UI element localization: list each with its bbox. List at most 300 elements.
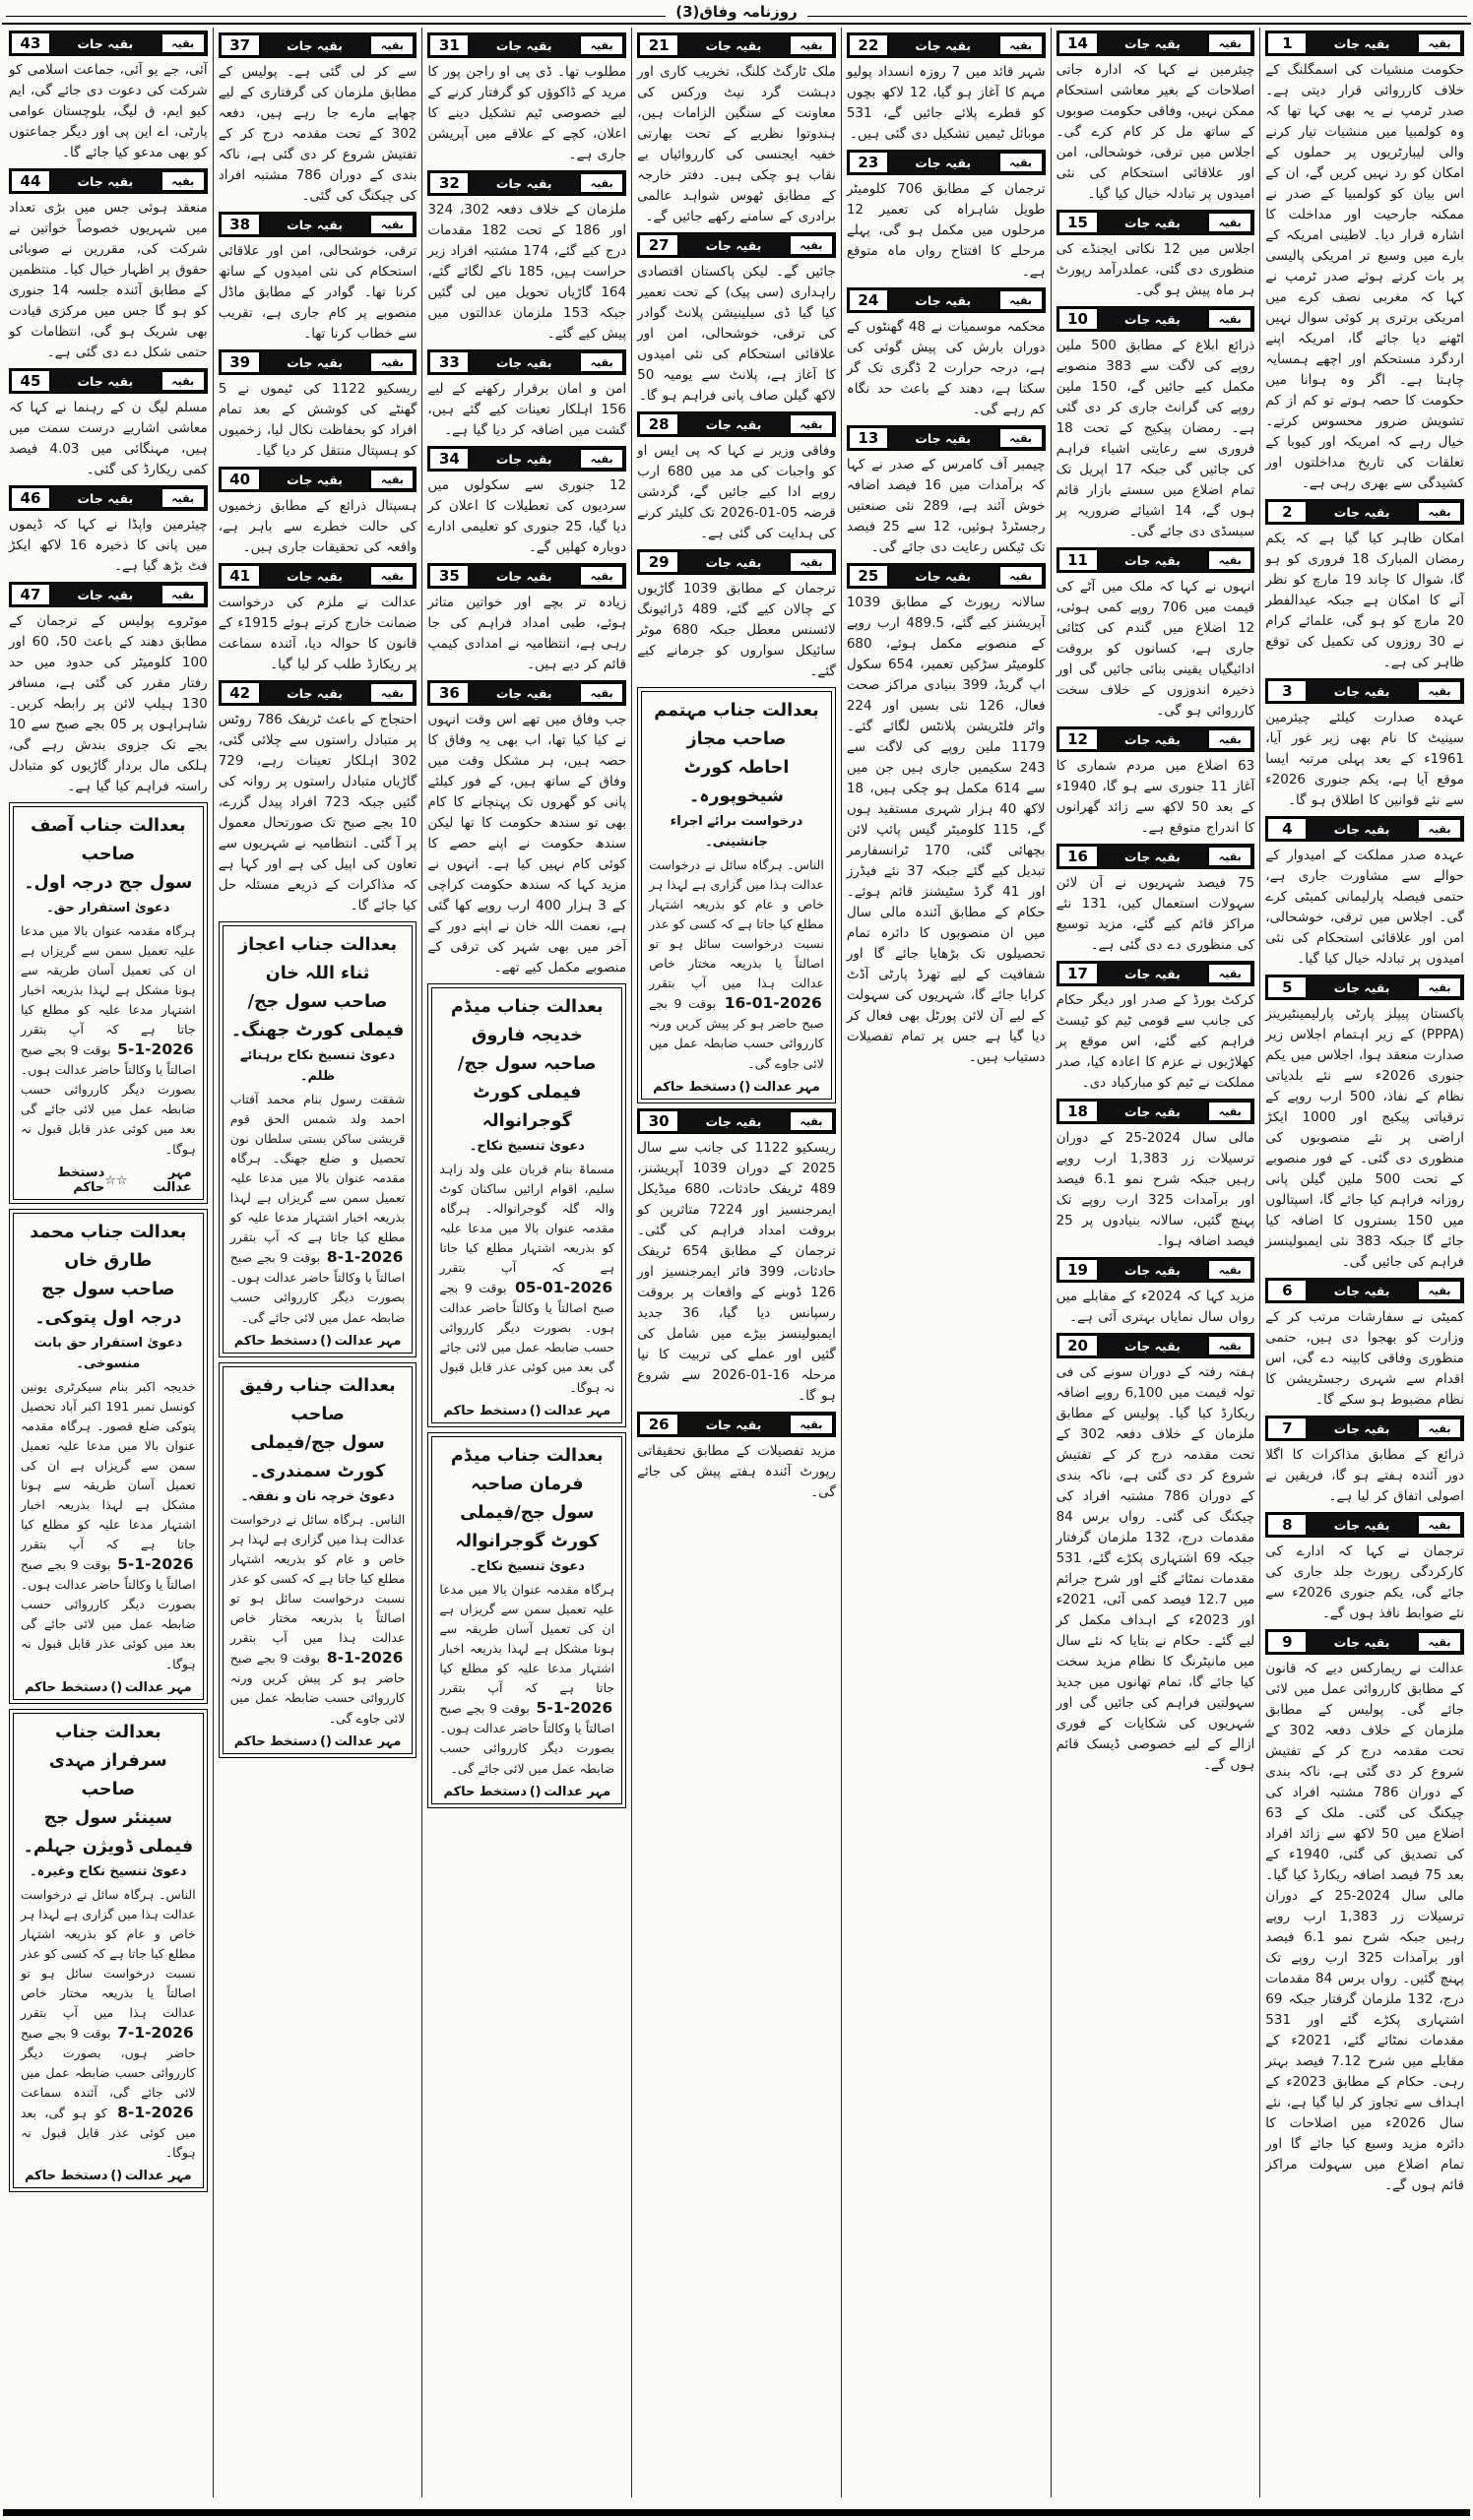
judge-signature-label: دستخط حاکم — [24, 2169, 108, 2183]
continuation-text: عہدہ صدارت کیلئے چیئرمین سینیٹ کا نام بھی زیر غور آیا، 1961ء کے بعد پہلی مرتبہ ایسا موقع آیا ہے، یکم جنوری 2026ء سے نئے قوانین کا اطلاق ہو گا۔ — [1265, 710, 1464, 808]
notice-body-start: ہرگاہ مقدمہ عنوان بالا میں مدعا علیہ تعمیل سمن سے گریزاں ہے ان کی تعمیل آسان طریقہ سے ہونا مشکل ہے لہذا بذریعہ اخبار اشتہار مدعا علیہ کو مطلع کیا جاتا ہے کہ آپ بتقرر — [439, 1582, 615, 1695]
notice-body-start: الناس۔ ہرگاہ سائل نے درخواست عدالت ہذا میں گزاری ہے لہذا ہر خاص و عام کو بذریعہ اشتہار مطلع کیا جاتا ہے کہ کسی کو عذر نسبت درخواست سائل ہو تو اصالتاً یا بذریعہ مختار خاص عدالت ہذا میں آپ بتقرر — [649, 857, 824, 990]
continuation-item — [1057, 961, 1255, 1094]
continuation-text: ریسکیو 1122 کی جانب سے سال 2025 کے دوران 1039 آپریشنز، 489 ٹریفک حادثات، 680 میڈیکل ایمرجنسیز اور 7224 متاثرین کو بروقت امداد فراہم کی گئی۔ ترجمان کے مطابق 654 ٹریفک حادثات، 399 فائر ایمرجنسیز اور 126 ڈوبنے کے واقعات پر بروقت رسپانس دیا گیا، 36 جدید ایمبولینسز بیڑے میں شامل کی گئیں اور عملے کی تربیت کا نیا مرحلہ 16-01-2026 سے شروع ہو گا۔ — [637, 1140, 836, 1404]
continuation-header — [9, 485, 208, 511]
continuation-item — [427, 563, 626, 675]
continuation-number: 29 — [638, 550, 679, 574]
court-notice — [427, 1432, 626, 1808]
continuation-text: چیمبر آف کامرس کے صدر نے کہا کہ برآمدات میں 16 فیصد اضافہ خوش آئند ہے، 289 نئی صنعتیں رجسٹرڈ ہوئیں، 12 سے 25 فیصد تک ٹیکس رعایت دی جائے گی۔ — [846, 457, 1046, 555]
continuation-category-bar: بقیہ جات — [705, 416, 762, 432]
continuation-number: 21 — [638, 33, 679, 57]
continuation-tag-box: بقیہ — [579, 448, 624, 470]
continuation-header — [847, 150, 1046, 175]
continuation-header — [637, 411, 836, 437]
continuation-tag-box: بقیہ — [789, 413, 834, 435]
continuation-header — [1265, 1416, 1464, 1441]
news-column — [632, 28, 842, 2497]
hearing-date: 5-1-2026 — [117, 1040, 194, 1058]
continuation-header — [219, 467, 417, 492]
court-notice — [219, 1362, 417, 1758]
court-title-line: سول جج/فیملی کورٹ سمندری۔ — [249, 1433, 386, 1481]
continuation-header — [847, 32, 1046, 58]
news-column — [1260, 28, 1469, 2497]
hearing-date: 8-1-2026 — [326, 1649, 404, 1667]
court-notice — [219, 921, 417, 1357]
continuation-category-bar: بقیہ جات — [1333, 1517, 1390, 1533]
continuation-number: 26 — [638, 1413, 679, 1436]
continuation-category-bar: بقیہ جات — [287, 568, 343, 584]
continuation-category-bar: بقیہ جات — [77, 373, 134, 389]
continuation-item — [219, 212, 417, 345]
court-notice-inner — [223, 1366, 414, 1754]
judge-signature-label: دستخط حاکم — [24, 1680, 108, 1695]
notice-signature-row — [649, 1078, 824, 1095]
continuation-header — [1265, 678, 1464, 704]
seal-mark: () — [529, 1404, 542, 1418]
court-notice-inner — [431, 1436, 622, 1804]
continuation-header — [1057, 1333, 1255, 1358]
court-seal-label: مہر عدالت — [753, 1080, 820, 1095]
continuation-header — [427, 680, 626, 706]
hearing-date-2: 8-1-2026 — [117, 2104, 194, 2121]
continuation-item — [637, 411, 836, 544]
continuation-number: 10 — [1057, 307, 1099, 331]
continuation-text: مطلوب تھا۔ ڈی پی او راجن پور کا مرید کے ڈاکوؤں کو گرفتار کرنے کے لیے خصوصی ٹیم تشکیل دینے کا اعلان، کچے کے علاقے میں آپریشن جاری ہے۔ — [427, 64, 627, 162]
continuation-number: 5 — [1266, 976, 1308, 999]
notice-body-end: بوقت 9 بجے صبح حاضر ہوں، بصورت دیگر کارروائی حسب ضابطہ عمل میں لائی جائے گی، آئندہ سماعت — [20, 2026, 196, 2100]
continuation-text: ترجمان کے مطابق 706 کلومیٹر طویل شاہراہ کی تعمیر 12 مرحلوں میں مکمل ہو گی، پہلے مرحلے کا افتتاح رواں ماہ متوقع ہے۔ — [846, 181, 1046, 280]
continuation-category-bar: بقیہ جات — [915, 37, 972, 53]
continuation-tag-box: بقیہ — [1417, 1418, 1462, 1439]
continuation-category-bar: بقیہ جات — [1333, 979, 1390, 995]
continuation-number: 34 — [428, 447, 470, 471]
continuation-text: عہدہ صدر مملکت کے امیدوار کے حوالے سے مشاورت جاری ہے، حتمی فیصلہ پارلیمانی کمیٹی کرے گی۔ اجلاس میں ترقی، خوشحالی، امن اور علاقائی استحکام کی نئی امیدوں پر تبادلہ خیال کیا گیا۔ — [1265, 848, 1464, 967]
notice-body — [21, 1377, 196, 1674]
continuation-item — [1057, 31, 1255, 205]
continuation-number: 35 — [428, 564, 470, 588]
continuation-header — [637, 32, 836, 58]
continuation-tag-box: بقیہ — [789, 34, 834, 56]
continuation-category-bar: بقیہ جات — [1124, 731, 1181, 747]
hearing-date: 7-1-2026 — [117, 2024, 194, 2042]
continuation-number: 12 — [1057, 727, 1099, 751]
continuation-number: 47 — [10, 583, 51, 606]
continuation-tag-box: بقیہ — [160, 487, 206, 509]
continuation-category-bar: بقیہ جات — [705, 37, 762, 53]
notice-body-start: الناس۔ ہرگاہ سائل نے درخواست عدالت ہذا میں گزاری ہے لہذا ہر خاص و عام کو بذریعہ اشتہار مطلع کیا جاتا ہے کہ کسی کو عذر نسبت درخواست سائل ہو تو اصالتاً یا بذریعہ مختار خاص عدالت ہذا میں آپ بتقرر — [229, 1512, 406, 1645]
continuation-category-bar: بقیہ جات — [1124, 966, 1181, 981]
notice-body-end: بوقت 9 بجے صبح اصالتاً یا وکالتاً حاضر عدالت ہوں۔ بصورت دیگر کارروائی حسب ضابطہ عمل میں لائی جائے گی۔ — [229, 1250, 406, 1325]
continuation-header — [219, 680, 417, 706]
notice-body-end: بوقت 9 بجے صبح اصالتاً یا وکالتاً حاضر عدالت ہوں۔ بصورت دیگر کارروائی حسب ضابطہ عمل میں لائی جائے گی بعد میں کوئی عذر قابل قبول نہ ہوگا۔ — [20, 1557, 196, 1671]
continuation-number: 11 — [1057, 548, 1099, 572]
continuation-tag-box: بقیہ — [579, 565, 624, 587]
continuation-header — [219, 349, 417, 375]
news-column — [422, 28, 632, 2497]
court-name-line: بعدالت جناب اعجاز ثناء اللہ خان — [238, 935, 398, 983]
continuation-header — [1265, 499, 1464, 525]
continuation-item — [637, 232, 836, 407]
continuation-category-bar: بقیہ جات — [77, 490, 134, 506]
continuation-category-bar: بقیہ جات — [77, 35, 134, 51]
continuation-text: ہفتہ رفتہ کے دوران سونے کی فی تولہ قیمت میں 6,100 روپے اضافہ ریکارڈ کیا گیا۔ پولیس کے مطابق ملزمان کے خلاف دفعہ 302 کے تحت مقدمہ درج کر کے تفتیش شروع کر دی گئی ہے، ناکہ بندی کے دوران 786 مشتبہ افراد کی چیکنگ کی گئی۔ رواں برس 84 مقدمات درج، 132 ملزمان گرفتار جبکہ 69 اشتہاری پکڑے گئے، 531 مقدمات نمٹائے گئے اور شرح جرائم میں 12.7 فیصد کمی آئی، 2021ء اور 2023ء کے اہداف مکمل کر لیے گئے۔ حکام نے بتایا کہ نئے سال میں مانیٹرنگ کا نظام مزید سخت کیا جائے گا، تمام تھانوں میں جدید سہولتیں فراہم کی جائیں گی اور شہریوں کی شکایات کے فوری ازالے کے لیے خصوصی ڈیسک قائم ہوں گے۔ — [1056, 1364, 1255, 1773]
notice-body — [439, 1580, 614, 1779]
continuation-text: ذرائع کے مطابق مذاکرات کا اگلا دور آئندہ ہفتے ہو گا، فریقین نے اصولی اتفاق کر لیا ہے۔ — [1265, 1447, 1464, 1504]
court-seal-label: مہر عدالت — [124, 1680, 192, 1695]
hearing-date: 8-1-2026 — [326, 1248, 404, 1266]
continuation-category-bar: بقیہ جات — [1124, 1103, 1181, 1119]
continuation-header — [847, 425, 1046, 451]
continuation-number: 8 — [1266, 1513, 1308, 1537]
continuation-category-bar: بقیہ جات — [495, 175, 552, 191]
continuation-text: آئی، جے یو آئی، جماعت اسلامی کو شرکت کی دعوت دی جائے گی، ایم کیو ایم، ق لیگ، بلوچستان عوامی پارٹی، اے این پی اور دیگر جماعتوں کو بھی مدعو کیا جائے گا۔ — [8, 62, 208, 160]
continuation-header — [427, 446, 626, 472]
continuation-header — [427, 349, 626, 375]
continuation-tag-box: بقیہ — [160, 370, 206, 392]
continuation-category-bar: بقیہ جات — [1333, 1420, 1390, 1436]
continuation-category-bar: بقیہ جات — [705, 1113, 762, 1129]
continuation-category-bar: بقیہ جات — [495, 685, 552, 701]
continuation-number: 22 — [848, 33, 889, 57]
page-bottom-rule — [3, 2509, 1470, 2516]
continuation-number: 42 — [220, 681, 261, 705]
continuation-tag-box: بقیہ — [1207, 549, 1252, 571]
continuation-tag-box: بقیہ — [1417, 818, 1462, 840]
continuation-category-bar: بقیہ جات — [705, 1417, 762, 1432]
court-title-line: سول جج درجہ اول۔ — [24, 873, 193, 893]
hearing-date: 16-01-2026 — [724, 994, 822, 1012]
court-notice-inner — [13, 1713, 204, 2188]
court-title-line: صاحبہ سول جج/فیملی کورٹ گوجرانوالہ — [457, 1054, 597, 1131]
notice-body-end: بوقت 9 بجے صبح حاضر ہو کر پیش کریں ورنہ کارروائی حسب ضابطہ عمل میں لائی جاوے گی۔ — [649, 996, 824, 1071]
continuation-item — [219, 32, 417, 207]
continuation-text: 63 اضلاع میں مردم شماری کا آغاز 11 جنوری سے ہو گا، 1940ء کے بعد 50 لاکھ سے زائد گھرانوں کا اندراج متوقع ہے۔ — [1056, 758, 1255, 836]
continuation-item — [219, 563, 417, 675]
continuation-text: جب وفاق میں تھے اس وقت انہوں نے کیا کیا تھا، اب بھی یہ وفاق کا حصہ ہیں، ہر مشکل وقت میں وفاق کے ساتھ ہیں، کے فور کیلئے پانی کو گھروں تک پہنچانے کا کام بھی تو سندھ حکومت کا تھا لیکن سندھ حکومت نے اپنے حصے کا کوئی کام نہیں کیا ہے۔ انہوں نے مزید کہا کہ سندھ حکومت کراچی کے 3 ہزار 400 ارب روپے کھا گئی ہے، نعمت اللہ خان نے اپنے دور کے آخر میں بھی شہر کی ترقی کے منصوبے مکمل کیے تھے۔ — [427, 712, 627, 976]
continuation-header — [1057, 726, 1255, 752]
continuation-item — [1057, 726, 1255, 839]
continuation-item — [1057, 547, 1255, 722]
court-name-line: بعدالت جناب میڈم فرمان صاحبہ — [450, 1446, 604, 1494]
continuation-category-bar: بقیہ جات — [77, 173, 134, 189]
continuation-header — [427, 563, 626, 589]
continuation-header — [637, 549, 836, 575]
suit-title: دعویٰ تنسیخ نکاح وغیرہ۔ — [30, 1864, 187, 1879]
notice-body-start: ہرگاہ مقدمہ عنوان بالا میں مدعا علیہ تعمیل سمن سے گریزاں ہے ان کی تعمیل آسان طریقہ سے ہونا مشکل ہے لہذا بذریعہ اخبار اشتہار مدعا علیہ کو مطلع کیا جاتا ہے کہ آپ بتقرر — [20, 923, 196, 1037]
notice-body-end: بوقت 9 بجے صبح حاضر ہو کر پیش کریں ورنہ کارروائی حسب ضابطہ عمل میں لائی جاوے گی۔ — [229, 1651, 406, 1726]
court-notice — [427, 983, 626, 1427]
seal-mark: () — [110, 2169, 123, 2183]
continuation-category-bar: بقیہ جات — [915, 292, 972, 308]
continuation-number: 46 — [10, 486, 51, 510]
continuation-text: عدالت نے ملزم کی درخواست ضمانت خارج کرتے ہوئے 1915ء کے قانون کا حوالہ دیا، آئندہ سماعت پر ریکارڈ طلب کر لیا گیا۔ — [218, 595, 417, 672]
continuation-text: جائیں گے۔ لیکن پاکستان اقتصادی راہداری (سی پیک) کے تحت تعمیر کیا گیا ڈی سیلینیشن پلانٹ گوادر کی ترقی، خوشحالی، امن اور علاقائی استحکام کی نئی امیدوں کا آغاز ہے، پلانٹ سے یومیہ 50 لاکھ گیلن صاف پانی فراہم ہو گا۔ — [637, 264, 836, 404]
continuation-text: سے کر لی گئی ہے۔ پولیس کے مطابق ملزمان کی گرفتاری کے لیے چھاپے مارے جا رہے ہیں، دفعہ 302 کے تحت مقدمہ درج کر کے تفتیش شروع کر دی گئی ہے، ناکہ بندی کے دوران 786 مشتبہ افراد کی چیکنگ کی گئی۔ — [218, 64, 417, 204]
continuation-header — [847, 287, 1046, 313]
continuation-text: امن و امان برقرار رکھنے کے لیے 156 اہلکار تعینات کیے گئے ہیں، گشت میں اضافہ کر دیا گیا ہے۔ — [427, 381, 627, 438]
continuation-tag-box: بقیہ — [369, 34, 415, 56]
continuation-header — [637, 1108, 836, 1134]
continuation-tag-box: بقیہ — [1207, 1101, 1252, 1122]
court-name-line: بعدالت جناب محمد طارق خاں — [30, 1223, 187, 1271]
continuation-tag-box: بقیہ — [789, 551, 834, 573]
suit-title: دعویٰ تنسیخ نکاح برہنائے ظلم۔ — [239, 1048, 396, 1084]
court-name-line: بعدالت جناب آصف صاحب — [31, 816, 186, 864]
continuation-category-bar: بقیہ جات — [1124, 35, 1181, 51]
continuation-number: 19 — [1057, 1258, 1099, 1282]
continuation-text: ملک ٹارگٹ کلنگ، تخریب کاری اور دہشت گرد نیٹ ورکس کی معاونت کے سنگین الزامات ہیں، ہندوتوا نظریے کے تحت بھارتی خفیہ ایجنسی کی کارروائیاں بے نقاب ہو چکی ہیں۔ دفتر خارجہ کے مطابق ٹھوس شواہد عالمی برادری کے سامنے رکھے جائیں گے۔ — [637, 64, 836, 224]
judge-signature-label: دستخط حاکم — [443, 1404, 528, 1418]
continuation-tag-box: بقیہ — [1207, 846, 1252, 867]
continuation-number: 32 — [428, 171, 470, 195]
suit-title: درخواست برائے اجراء جانشینی۔ — [670, 814, 803, 850]
news-column — [842, 28, 1052, 2497]
continuation-text: عدالت نے ریمارکس دیے کہ قانون کے مطابق کارروائی عمل میں لائی جائے گی۔ پولیس کے مطابق ملزمان کے خلاف دفعہ 302 کے تحت مقدمہ درج کر کے تفتیش شروع کر دی گئی ہے، ناکہ بندی کے دوران 786 مشتبہ افراد کی چیکنگ کی گئی۔ ملک کے 63 اضلاع میں 50 لاکھ سے زائد افراد کی تصدیق کی گئی، 1940ء کے بعد 75 فیصد اضافہ ریکارڈ کیا گیا۔ مالی سال 2024-25 کے دوران ترسیلات زر 1,383 ارب روپے رہیں جبکہ شرح نمو 6.1 فیصد اور برآمدات 325 ارب روپے تک پہنچ گئیں۔ رواں برس 84 مقدمات درج، 132 ملزمان گرفتار جبکہ 69 اشتہاری پکڑے گئے اور 531 مقدمات نمٹائے گئے، 2021ء کے مقابلے میں شرح 7.12 فیصد بہتر رہی۔ حکام کے مطابق 2023ء کے اہداف سے تجاوز کر لیا گیا ہے، نئے سال 2026ء میں اصلاحات کا دائرہ مزید وسیع کیا جائے گا اور تمام اضلاع میں سہولت مراکز قائم ہوں گے۔ — [1265, 1661, 1465, 2193]
court-notice-inner — [13, 806, 204, 1200]
judge-signature-label: دستخط حاکم — [653, 1080, 736, 1095]
continuation-category-bar: بقیہ جات — [495, 37, 552, 53]
seal-mark: () — [738, 1080, 751, 1095]
continuation-number: 40 — [220, 468, 261, 491]
continuation-item — [1265, 31, 1464, 494]
continuation-header — [847, 563, 1046, 589]
continuation-item — [847, 563, 1046, 1068]
continuation-category-bar: بقیہ جات — [77, 587, 134, 602]
continuation-header — [1057, 1099, 1255, 1124]
continuation-item — [1265, 678, 1464, 811]
continuation-number: 20 — [1057, 1334, 1099, 1357]
notice-body — [21, 921, 196, 1160]
continuation-tag-box: بقیہ — [160, 32, 206, 54]
continuation-item — [9, 31, 208, 163]
continuation-item — [219, 349, 417, 462]
continuation-text: چیئرمین نے کہا کہ ادارہ جاتی اصلاحات کے بغیر معاشی استحکام ممکن نہیں، وفاقی حکومت صوبوں کے ساتھ مل کر کام کرے گی۔ اجلاس میں ترقی، خوشحالی، امن اور علاقائی استحکام کی نئی امیدوں پر تبادلہ خیال کیا گیا۔ — [1056, 62, 1255, 202]
notice-body-end: بوقت 9 بجے صبح اصالتاً یا وکالتاً حاضر عدالت ہوں۔ بصورت دیگر کارروائی حسب ضابطہ عمل میں لائی جائے گی بعد میں کوئی عذر قابل قبول نہ ہوگا۔ — [439, 1281, 615, 1395]
continuation-header — [1057, 31, 1255, 56]
continuation-item — [9, 582, 208, 797]
continuation-text: امکان ظاہر کیا گیا ہے کہ یکم رمضان المبارک 18 فروری کو ہو گا، شوال کا چاند 19 مارچ کو نظر آنے کا امکان ہے جبکہ عیدالفطر 20 مارچ کو ہو گی، علمائے کرام نے 30 روزوں کی تکمیل کی توقع ظاہر کی ہے۔ — [1265, 531, 1465, 670]
continuation-category-bar: بقیہ جات — [1333, 683, 1390, 699]
continuation-number: 25 — [848, 564, 889, 588]
court-title-line: سینئر سول جج فیملی ڈویژن جہلم۔ — [23, 1808, 194, 1857]
continuation-tag-box: بقیہ — [998, 152, 1044, 173]
continuation-text: زیادہ تر بچے اور خواتین متاثر ہوئے، طبی امداد فراہم کی جا رہی ہے، انتظامیہ نے امدادی کیمپ قائم کر دیے ہیں۔ — [427, 595, 627, 672]
continuation-header — [9, 168, 208, 194]
continuation-category-bar: بقیہ جات — [495, 568, 552, 584]
continuation-tag-box: بقیہ — [369, 682, 415, 704]
court-notice-inner — [431, 987, 622, 1423]
columns-container — [0, 25, 1473, 2507]
continuation-item — [1057, 1099, 1255, 1252]
continuation-header — [427, 32, 626, 58]
court-title-line: صاحب سول جج/فیملی کورٹ جھنگ۔ — [230, 992, 405, 1040]
continuation-header — [9, 582, 208, 607]
continuation-item — [427, 680, 626, 978]
court-seal-label: مہر عدالت — [544, 1404, 611, 1418]
court-notice-inner — [223, 925, 414, 1354]
continuation-item — [847, 425, 1046, 558]
continuation-header — [1265, 1278, 1464, 1303]
continuation-text: ہسپتال ذرائع کے مطابق زخمیوں کی حالت خطرے سے باہر ہے، واقعہ کی تحقیقات جاری ہیں۔ — [218, 498, 417, 555]
continuation-number: 38 — [220, 213, 261, 236]
continuation-number: 6 — [1266, 1279, 1308, 1302]
notice-body — [230, 1510, 406, 1729]
court-notice-inner — [13, 1213, 204, 1700]
continuation-tag-box: بقیہ — [1207, 32, 1252, 54]
continuation-number: 31 — [428, 33, 470, 57]
continuation-item — [1265, 816, 1464, 970]
court-title-line: صاحب سول جج درجہ اول پتوکی۔ — [34, 1280, 182, 1328]
continuation-header — [1057, 547, 1255, 573]
continuation-tag-box: بقیہ — [1207, 308, 1252, 330]
continuation-header — [1265, 975, 1464, 1000]
continuation-tag-box: بقیہ — [1207, 963, 1252, 984]
news-column — [214, 28, 423, 2497]
continuation-item — [637, 32, 836, 227]
continuation-item — [1265, 1512, 1464, 1624]
notice-body — [439, 1160, 614, 1398]
continuation-category-bar: بقیہ جات — [1124, 1338, 1181, 1354]
continuation-category-bar: بقیہ جات — [495, 354, 552, 370]
continuation-header — [427, 170, 626, 196]
suit-title: دعویٰ استقرار حق بابت منسوخی۔ — [33, 1336, 183, 1371]
continuation-tag-box: بقیہ — [1207, 1259, 1252, 1281]
court-seal-label: مہر عدالت — [334, 1734, 402, 1749]
notice-body — [649, 855, 824, 1074]
continuation-tag-box: بقیہ — [789, 234, 834, 256]
continuation-number: 7 — [1266, 1417, 1308, 1440]
judge-signature-label: دستخط حاکم — [233, 1734, 318, 1749]
hearing-date: 5-1-2026 — [117, 1555, 194, 1573]
continuation-tag-box: بقیہ — [369, 469, 415, 490]
notice-body — [230, 1090, 406, 1328]
court-notice — [9, 1709, 208, 2192]
notice-signature-row — [21, 1164, 196, 1195]
continuation-tag-box: بقیہ — [1417, 1280, 1462, 1301]
continuation-item — [637, 1412, 836, 1503]
continuation-number: 27 — [638, 233, 679, 257]
judge-signature-label: دستخط حاکم — [443, 1785, 528, 1799]
continuation-item — [427, 349, 626, 441]
continuation-text: ترجمان کے مطابق 1039 گاڑیوں کے چالان کیے گئے، 489 ڈرائیونگ لائسنس معطل جبکہ 680 موٹر سائیکل سواروں کو جرمانے کیے گئے۔ — [637, 581, 836, 679]
continuation-tag-box: بقیہ — [998, 34, 1044, 56]
continuation-header — [637, 1412, 836, 1437]
continuation-category-bar: بقیہ جات — [287, 685, 343, 701]
notice-signature-row — [21, 2167, 196, 2183]
continuation-number: 39 — [220, 350, 261, 374]
continuation-item — [1265, 1416, 1464, 1507]
notice-body-start: شفقت رسول بنام محمد آفتاب احمد ولد شمس الحق قوم قریشی ساکن بستی سلطان نون تحصیل و ضلع جھنگ۔ ہرگاہ مقدمہ عنوان بالا میں مدعا علیہ تعمیل سمن سے گریزاں ہے لہذا بذریعہ اخبار اشتہار مدعا علیہ کو مطلع کیا جاتا ہے کہ آپ بتقرر — [229, 1092, 406, 1244]
continuation-category-bar: بقیہ جات — [287, 354, 343, 370]
seal-mark: () — [320, 1334, 332, 1349]
continuation-number: 45 — [10, 369, 51, 393]
continuation-tag-box: بقیہ — [1207, 212, 1252, 233]
continuation-item — [637, 1108, 836, 1407]
continuation-header — [1265, 1512, 1464, 1538]
continuation-text: موٹروے پولیس کے ترجمان کے مطابق دھند کے باعث 50، 60 اور 100 کلومیٹر کی حدود میں حد رفتار مقرر کی گئی ہے، مسافر 130 ہیلپ لائن پر رابطہ کریں۔ شاہراہوں پر 05 بجے صبح سے 10 بجے تک جزوی بندش رہے گی، ہلکی مال بردار گاڑیوں کو متبادل راستہ فراہم کیا گیا ہے۔ — [8, 613, 208, 794]
continuation-item — [1265, 1629, 1464, 2196]
notice-signature-row — [21, 1678, 196, 1695]
continuation-tag-box: بقیہ — [1417, 680, 1462, 702]
continuation-number: 4 — [1266, 817, 1308, 841]
continuation-item — [9, 168, 208, 363]
continuation-tag-box: بقیہ — [579, 34, 624, 56]
continuation-item — [427, 32, 626, 165]
continuation-category-bar: بقیہ جات — [1333, 35, 1390, 51]
news-column — [4, 28, 214, 2497]
continuation-tag-box: بقیہ — [1417, 976, 1462, 998]
continuation-text: مزید تفصیلات کے مطابق تحقیقاتی رپورٹ آئندہ ہفتے پیش کی جائے گی۔ — [637, 1443, 836, 1500]
continuation-tag-box: بقیہ — [369, 351, 415, 373]
court-name-line: بعدالت جناب مہتمم صاحب مجاز — [654, 701, 819, 749]
continuation-item — [847, 150, 1046, 283]
continuation-text: ذرائع ابلاغ کے مطابق 500 ملین روپے کی لاگت سے 383 منصوبے مکمل کیے جائیں گے، 150 ملین روپے کی گرانٹ جاری کر دی گئی ہے۔ رمضان پیکیج کے تحت 18 فروری سے رعایتی اشیاء فراہم کی جائیں گی جبکہ 17 اپریل تک تمام اضلاع میں سستے بازار قائم ہوں گے، 14 اشیائے ضروریہ پر سبسڈی دی جائے گی۔ — [1056, 338, 1255, 539]
continuation-number: 3 — [1266, 679, 1308, 703]
seal-mark: () — [320, 1734, 332, 1749]
masthead — [0, 0, 1473, 23]
page-title: روزنامہ وفاق(3) — [675, 3, 798, 21]
continuation-category-bar: بقیہ جات — [1333, 504, 1390, 520]
continuation-category-bar: بقیہ جات — [287, 472, 343, 487]
notice-signature-row — [439, 1402, 614, 1418]
continuation-header — [637, 232, 836, 258]
continuation-category-bar: بقیہ جات — [1124, 849, 1181, 864]
court-notice — [9, 1209, 208, 1704]
court-title-line: احاطہ کورٹ شیخوپورہ۔ — [683, 758, 790, 806]
continuation-text: مسلم لیگ ن کے رہنما نے کہا کہ معاشی اشاریے درست سمت میں ہیں، مہنگائی میں 4.03 فیصد کمی ریکارڈ کی گئی۔ — [8, 400, 208, 477]
continuation-tag-box: بقیہ — [1207, 1335, 1252, 1356]
continuation-category-bar: بقیہ جات — [705, 237, 762, 253]
continuation-number: 18 — [1057, 1100, 1099, 1123]
continuation-tag-box: بقیہ — [1417, 32, 1462, 54]
suit-title: دعویٰ استقرار حق۔ — [46, 901, 170, 915]
judge-signature-label: دستخط حاکم — [233, 1334, 318, 1349]
continuation-item — [1265, 499, 1464, 673]
court-notice — [9, 802, 208, 1204]
continuation-tag-box: بقیہ — [579, 351, 624, 373]
continuation-category-bar: بقیہ جات — [495, 451, 552, 467]
continuation-text: ملزمان کے خلاف دفعہ 302، 324 اور 186 کے تحت 182 مقدمات درج کیے گئے، 174 مشتبہ افراد زیر حراست ہیں، 185 ناکے لگائے گئے، 164 گاڑیاں تحویل میں لی گئیں جبکہ 153 ملزمان عدالتوں میں پیش کیے گئے۔ — [427, 202, 627, 342]
continuation-header — [1265, 816, 1464, 842]
continuation-item — [219, 680, 417, 916]
continuation-text: انہوں نے کہا کہ ملک میں آٹے کی قیمت میں 706 روپے کمی ہوئی، 12 اضلاع میں گندم کی کٹائی جاری ہے، کسانوں کو بروقت ادائیگیاں یقینی بنائی جائیں گی اور ذخیرہ اندوزوں کے خلاف سخت کارروائی ہو گی۔ — [1056, 579, 1255, 719]
continuation-category-bar: بقیہ جات — [1124, 215, 1181, 230]
continuation-item — [427, 446, 626, 558]
continuation-text: حکومت منشیات کی اسمگلنگ کے خلاف کارروائی قرار دیتی ہے۔ صدر ٹرمپ نے یہ بھی کہا تھا کہ وہ کولمبیا میں منشیات تیار کرنے والی لیبارٹریوں پر حملوں کے امکان کو رد نہیں کریں گے، ان کے اس بیان کو کولمبیا کے صدر نے ممکنہ جارحیت اور مداخلت کا اشارہ قرار دیا۔ لاطینی امریکہ کے بارے میں وسیع تر امریکی پالیسی پر بات کرتے ہوئے صدر ٹرمپ نے کہا کہ مغربی نصف کرے میں امریکی برتری پر کوئی سوال نہیں اٹھنے دیا جائے گا، امریکہ اپنے اردگرد مستحکم اور اچھے ہمسایہ چاہتا ہے۔ اگر وہ ہوانا میں حکومت کا حصہ ہوتے تو کم از کم تشویش ضرور محسوس کرتے۔ خیال رہے کہ امریکہ اور کیوبا کے تعلقات کی تاریخ مداخلتوں اور کشیدگی سے بھری رہی ہے۔ — [1265, 62, 1464, 491]
notice-body-start: الناس۔ ہرگاہ سائل نے درخواست عدالت ہذا میں گزاری ہے لہذا ہر خاص و عام کو بذریعہ اشتہار مطلع کیا جاتا ہے کہ کسی کو عذر نسبت درخواست سائل ہو تو اصالتاً یا بذریعہ مختار خاص عدالت ہذا میں آپ بتقرر — [20, 1887, 196, 2020]
court-seal-label: مہر عدالت — [153, 1166, 192, 1195]
continuation-number: 15 — [1057, 211, 1099, 234]
continuation-item — [1057, 1257, 1255, 1328]
continuation-text: پاکستان پیپلز پارٹی پارلیمینٹیرینز (PPPA) کے زیر اہتمام اجلاس زیر صدارت منعقد ہوا، اجلاس میں یکم جنوری 2026ء سے نئے بلدیاتی نظام کے نفاذ، 500 ارب روپے کے ترقیاتی پیکیج اور 1000 ایکڑ اراضی پر نئے منصوبوں کی منظوری دی گئی۔ کے فور منصوبے کے تحت 500 ملین گیلن پانی روزانہ فراہم کیا جائے گا، اسپتالوں میں 150 بستروں کا اضافہ کیا جائے گا جبکہ 383 نئی ایمبولینسز فراہم کی جائیں گی۔ — [1265, 1006, 1465, 1270]
continuation-number: 2 — [1266, 500, 1308, 524]
continuation-number: 28 — [638, 412, 679, 436]
continuation-item — [637, 549, 836, 682]
continuation-number: 36 — [428, 681, 470, 705]
continuation-number: 30 — [638, 1109, 679, 1133]
continuation-text: منعقد ہوئی جس میں بڑی تعداد میں شہریوں خصوصاً خواتین نے شرکت کی، مقررین نے صوبائی حقوق پر اظہار خیال کیا۔ منتظمین کے مطابق آئندہ جلسہ 14 جنوری کو ہو گا جس میں مرکزی قیادت بھی شریک ہو گی، انتظامات کو حتمی شکل دے دی گئی ہے۔ — [8, 200, 208, 360]
continuation-number: 17 — [1057, 962, 1099, 985]
continuation-text: کمیٹی نے سفارشات مرتب کر کے وزارت کو بھجوا دی ہیں، حتمی منظوری وفاقی کابینہ دے گی، اس اقدام سے شہری رجسٹریشن کا نظام مضبوط ہو سکے گا۔ — [1265, 1309, 1464, 1408]
continuation-category-bar: بقیہ جات — [1333, 1283, 1390, 1298]
continuation-text: شہر قائد میں 7 روزہ انسداد پولیو مہم کا آغاز ہو گیا، 12 لاکھ بچوں کو قطرے پلائے جائیں گے، 531 موبائل ٹیمیں تشکیل دی گئی ہیں۔ — [846, 64, 1046, 142]
continuation-category-bar: بقیہ جات — [915, 430, 972, 446]
continuation-item — [427, 170, 626, 345]
continuation-text: سالانہ رپورٹ کے مطابق 1039 آپریشنز کیے گئے، 489.5 ارب روپے کے منصوبے مکمل ہوئے، 680 کلومیٹر سڑکیں تعمیر، 654 سکول اپ گریڈ، 399 بنیادی مراکز صحت فعال، 126 نئی بسیں اور 224 واٹر فلٹریشن پلانٹس لگائے گئے۔ 1179 ملین روپے کی لاگت سے 243 سکیمیں جاری ہیں جن میں سے 614 مکمل ہو چکی ہیں، 18 لاکھ 40 ہزار شہری مستفید ہوں گے، 115 کلومیٹر گیس پائپ لائن بچھائی گئی، 170 ٹرانسفارمر تبدیل کیے گئے جبکہ 37 نئے فیڈرز اور 41 گرڈ سٹیشنز قائم ہوئے۔ حکام کے مطابق آئندہ مالی سال میں ان منصوبوں کا دائرہ تمام تحصیلوں تک بڑھایا جائے گا اور شفافیت کے لیے تھرڈ پارٹی آڈٹ کرایا جائے گا، شہریوں کی سہولت کے لیے آن لائن پورٹل بھی فعال کر دیا گیا ہے جس پر تمام تفصیلات دستیاب ہیں۔ — [846, 595, 1046, 1065]
continuation-text: احتجاج کے باعث ٹریفک 786 روٹس پر متبادل راستوں سے چلائی گئی، 302 اہلکار تعینات رہے، 729 گاڑیاں متبادل راستوں پر روانہ کی گئیں جبکہ 723 افراد پیدل گزرے، 10 بجے صبح تک صورتحال معمول پر آ گئی۔ انتظامیہ نے شہریوں سے تعاون کی اپیل کی ہے اور کہا ہے کہ مذاکرات کے ذریعے مسئلہ حل کیا جائے گا۔ — [218, 712, 417, 914]
continuation-text: مالی سال 2024-25 کے دوران ترسیلات زر 1,383 ارب روپے رہیں جبکہ شرح نمو 6.1 فیصد اور برآمدات 325 ارب روپے تک پہنچ گئیں، سالانہ بنیادوں پر 25 فیصد اضافہ ہوا۔ — [1056, 1130, 1255, 1249]
